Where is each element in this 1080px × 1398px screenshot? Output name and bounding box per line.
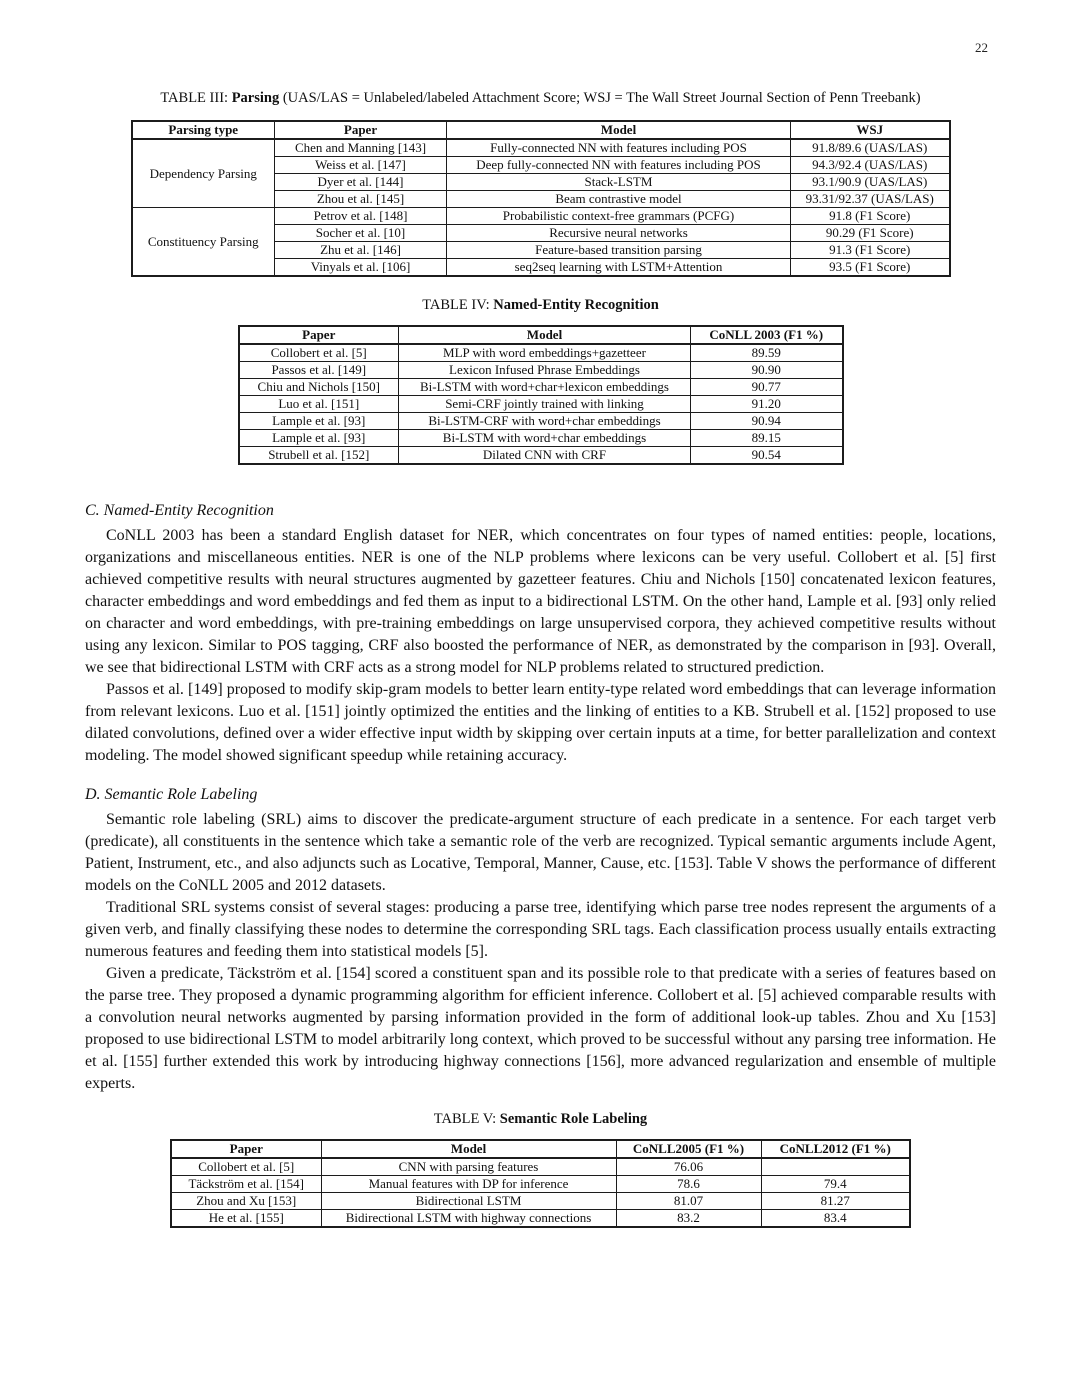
column-header: Model [321, 1140, 616, 1158]
column-header: Parsing type [132, 121, 275, 139]
paper-cell: Collobert et al. [5] [239, 344, 399, 362]
column-header: Paper [239, 326, 399, 344]
paper-cell: He et al. [155] [171, 1210, 321, 1228]
table-row [239, 344, 843, 362]
paper-cell: Collobert et al. [5] [171, 1158, 321, 1176]
paper-cell: Socher et al. [10] [275, 225, 447, 242]
model-cell: seq2seq learning with LSTM+Attention [447, 259, 791, 277]
table5-caption [85, 1109, 996, 1129]
model-cell: Semi-CRF jointly trained with linking [399, 396, 691, 413]
score-cell: 79.4 [761, 1176, 910, 1193]
paper-cell: Lample et al. [93] [239, 430, 399, 447]
model-cell: Deep fully-connected NN with features including POS [447, 157, 791, 174]
score-cell: 89.15 [691, 430, 843, 447]
table5-caption-prefix: TABLE V: [433, 1111, 497, 1127]
model-cell: Bi-LSTM-CRF with word+char embeddings [399, 413, 691, 430]
table-row [239, 430, 843, 447]
score-cell: 81.07 [616, 1193, 761, 1210]
paragraph: Traditional SRL systems consist of several stages: producing a parse tree, identifying which parse tree nodes represent the arguments of a given verb, and finally classifying these nodes to determine the corresponding SRL tags. Each classification process usually entails extracting numerous features and feeding them into statistical models [5]. [85, 899, 996, 960]
model-cell: Bidirectional LSTM with highway connections [321, 1210, 616, 1228]
paper-cell: Zhu et al. [146] [275, 242, 447, 259]
table-row [171, 1210, 910, 1228]
table-row [239, 413, 843, 430]
score-cell: 76.06 [616, 1158, 761, 1176]
score-cell: 83.4 [761, 1210, 910, 1228]
table-row [132, 139, 950, 157]
table3-caption [85, 88, 996, 108]
score-cell: 94.3/92.4 (UAS/LAS) [791, 157, 950, 174]
model-cell: Manual features with DP for inference [321, 1176, 616, 1193]
score-cell: 91.8 (F1 Score) [791, 208, 950, 225]
model-cell: MLP with word embeddings+gazetteer [399, 344, 691, 362]
page-content [0, 88, 1080, 1228]
table3-caption-note: (UAS/LAS = Unlabeled/labeled Attachment Score; WSJ = The Wall Street Journal Section of Penn Treebank) [282, 90, 921, 106]
parsing-type-cell: Dependency Parsing [132, 139, 275, 208]
score-cell: 91.20 [691, 396, 843, 413]
table4-caption-prefix: TABLE IV: [422, 297, 490, 313]
paper-cell: Chen and Manning [143] [275, 139, 447, 157]
model-cell: Fully-connected NN with features including POS [447, 139, 791, 157]
paper-cell: Lample et al. [93] [239, 413, 399, 430]
section-heading-srl: D. Semantic Role Labeling [85, 786, 258, 803]
model-cell: Lexicon Infused Phrase Embeddings [399, 362, 691, 379]
table-row [171, 1193, 910, 1210]
score-cell: 93.31/92.37 (UAS/LAS) [791, 191, 950, 208]
score-cell: 81.27 [761, 1193, 910, 1210]
paper-cell: Chiu and Nichols [150] [239, 379, 399, 396]
score-cell: 89.59 [691, 344, 843, 362]
paper-cell: Petrov et al. [148] [275, 208, 447, 225]
table4-caption-title: Named-Entity Recognition [493, 297, 659, 313]
column-header: Model [399, 326, 691, 344]
table-header-row [239, 326, 843, 344]
score-cell: 90.29 (F1 Score) [791, 225, 950, 242]
column-header: CoNLL 2003 (F1 %) [691, 326, 843, 344]
paper-cell: Vinyals et al. [106] [275, 259, 447, 277]
column-header: CoNLL2005 (F1 %) [616, 1140, 761, 1158]
model-cell: CNN with parsing features [321, 1158, 616, 1176]
table3-caption-prefix: TABLE III: [160, 90, 229, 106]
table-row [239, 447, 843, 465]
table-header-row [171, 1140, 910, 1158]
table-row [132, 208, 950, 225]
column-header: Paper [275, 121, 447, 139]
paragraph: Given a predicate, Täckström et al. [154] scored a constituent span and its possible role to that predicate with a series of features based on the parse tree. They proposed a dynamic programming algorithm for efficient inference. Collobert et al. [5] achieved comparable results with a convolution neural networks augmented by parsing information provided in the form of additional look-up tables. Zhou and Xu [153] proposed to use bidirectional LSTM to model arbitrarily long context, which proved to be successful without any parsing tree information. He et al. [155] further extended this work by introducing highway connections [156], more advanced regularization and ensemble of multiple experts. [85, 965, 996, 1092]
score-cell: 78.6 [616, 1176, 761, 1193]
table-header-row [132, 121, 950, 139]
table-srl [170, 1139, 911, 1228]
table-row [239, 396, 843, 413]
paper-cell: Zhou et al. [145] [275, 191, 447, 208]
score-cell: 91.3 (F1 Score) [791, 242, 950, 259]
page-number: 22 [975, 40, 988, 55]
model-cell: Bidirectional LSTM [321, 1193, 616, 1210]
paper-cell: Passos et al. [149] [239, 362, 399, 379]
table4-caption [85, 295, 996, 315]
model-cell: Probabilistic context-free grammars (PCFG) [447, 208, 791, 225]
column-header: WSJ [791, 121, 950, 139]
table-row [239, 379, 843, 396]
paper-cell: Weiss et al. [147] [275, 157, 447, 174]
paragraph: Passos et al. [149] proposed to modify skip-gram models to better learn entity-type related word embeddings that can leverage information from relevant lexicons. Luo et al. [151] jointly optimized the entities and the linking of entities to a KB. Strubell et al. [152] proposed to use dilated convolutions, defined over a wider effective input width by skipping over certain inputs at a time, for better parallelization and context modeling. The model showed significant speedup while retaining accuracy. [85, 681, 996, 764]
score-cell: 93.1/90.9 (UAS/LAS) [791, 174, 950, 191]
score-cell [761, 1158, 910, 1176]
paper-cell: Luo et al. [151] [239, 396, 399, 413]
table-parsing [131, 120, 951, 277]
score-cell: 90.54 [691, 447, 843, 465]
score-cell: 93.5 (F1 Score) [791, 259, 950, 277]
score-cell: 90.94 [691, 413, 843, 430]
paper-cell: Strubell et al. [152] [239, 447, 399, 465]
model-cell: Beam contrastive model [447, 191, 791, 208]
table5-caption-title: Semantic Role Labeling [499, 1111, 648, 1127]
score-cell: 83.2 [616, 1210, 761, 1228]
table-row [171, 1176, 910, 1193]
model-cell: Dilated CNN with CRF [399, 447, 691, 465]
model-cell: Recursive neural networks [447, 225, 791, 242]
score-cell: 90.90 [691, 362, 843, 379]
paragraph: Semantic role labeling (SRL) aims to discover the predicate-argument structure of each predicate in a sentence. For each target verb (predicate), all constituents in the sentence which take a semantic role of the verb are recognized. Typical semantic arguments include Agent, Patient, Instrument, etc., and also adjuncts such as Locative, Temporal, Manner, Cause, etc. [153]. Table V shows the performance of different models on the CoNLL 2005 and 2012 datasets. [85, 811, 996, 894]
paper-cell: Dyer et al. [144] [275, 174, 447, 191]
model-cell: Bi-LSTM with word+char+lexicon embeddings [399, 379, 691, 396]
paper-cell: Täckström et al. [154] [171, 1176, 321, 1193]
parsing-type-cell: Constituency Parsing [132, 208, 275, 277]
table-ner [238, 325, 844, 465]
score-cell: 91.8/89.6 (UAS/LAS) [791, 139, 950, 157]
table-row [171, 1158, 910, 1176]
model-cell: Bi-LSTM with word+char embeddings [399, 430, 691, 447]
table3-caption-title: Parsing [231, 90, 280, 106]
model-cell: Stack-LSTM [447, 174, 791, 191]
column-header: CoNLL2012 (F1 %) [761, 1140, 910, 1158]
section-heading-ner: C. Named-Entity Recognition [85, 502, 274, 519]
paper-cell: Zhou and Xu [153] [171, 1193, 321, 1210]
table-row [239, 362, 843, 379]
column-header: Model [447, 121, 791, 139]
model-cell: Feature-based transition parsing [447, 242, 791, 259]
score-cell: 90.77 [691, 379, 843, 396]
paragraph: CoNLL 2003 has been a standard English dataset for NER, which concentrates on four types of named entities: people, locations, organizations and miscellaneous entities. NER is one of the NLP problems where lexicons can be very useful. Collobert et al. [5] first achieved competitive results with neural structures augmented by gazetteer features. Chiu and Nichols [150] concatenated lexicon features, character embeddings and word embeddings and fed them as input to a bidirectional LSTM. On the other hand, Lample et al. [93] only relied on character and word embeddings, with pre-training embeddings on large unsupervised corpora, they achieved competitive results without using any lexicon. Similar to POS tagging, CRF also boosted the performance of NER, as demonstrated by the comparison in [93]. Overall, we see that bidirectional LSTM with CRF acts as a strong model for NLP problems related to structured prediction. [85, 527, 996, 676]
column-header: Paper [171, 1140, 321, 1158]
